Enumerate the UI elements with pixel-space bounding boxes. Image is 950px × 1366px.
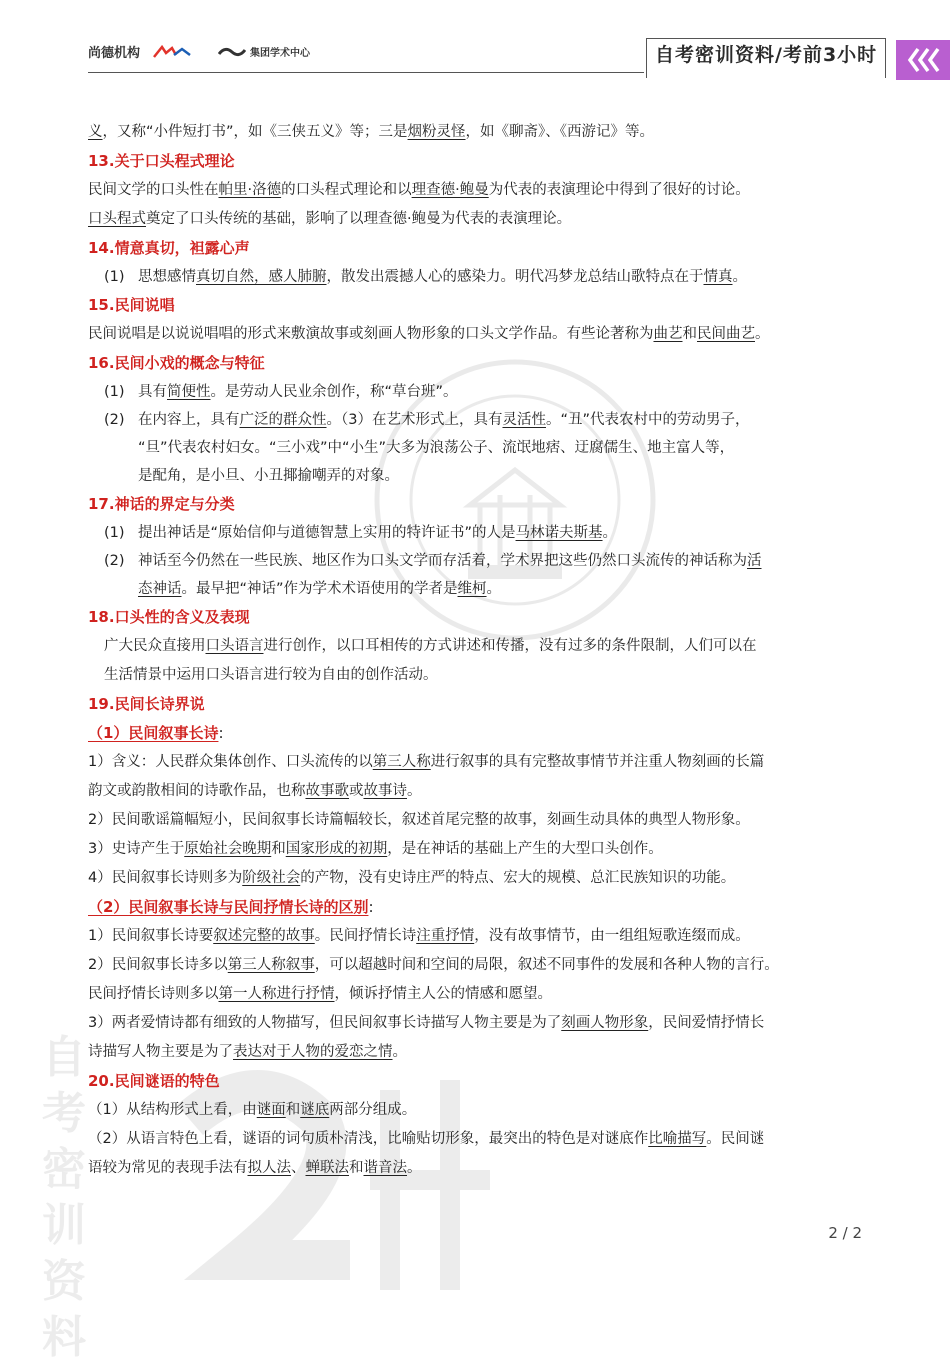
text-line [88,835,868,864]
text-run: 。最早把“神话”作为学术术语使用的学者是 [181,581,458,597]
keyword: 烟粉灵怪 [407,124,466,140]
text-run: 民间说唱是以说说唱唱的形式来敷演故事或刻画人物形象的口头文学作品。有些论著称为 [88,326,654,342]
text-line: 生活情景中运用口头语言进行较为自由的创作活动。 [104,667,438,683]
text-run: 的口头程式理论和以 [281,182,412,198]
keyword: 口头语言 [205,638,264,654]
text-line [88,632,868,661]
keyword: 真切自然，感人肺腑 [196,269,327,285]
keyword: 第三人称叙事 [227,957,315,973]
text-run: 2）民间叙事长诗多以 [88,957,228,973]
keyword: 蝉联法 [305,1160,349,1176]
text-run: 。 [486,581,502,597]
page-header [0,0,950,100]
item-text [138,547,762,575]
text-run: 。“丑”代表农村中的劳动男子， [545,412,750,428]
item-text: 是配角，是小旦、小丑揶揄嘲弄的对象。 [138,468,399,484]
list-item [88,519,868,547]
academic-center-logo [218,44,310,59]
item-text [138,378,458,406]
text-run: ，散发出震撼人心的感染力。明代冯梦龙总结山歌特点在于 [326,269,704,285]
text-run: 思想感情 [138,269,196,285]
subsection-title: （2）民间叙事长诗与民间抒情长诗的区别 [88,898,369,916]
item-text [138,406,750,434]
keyword: 维柯 [457,581,487,597]
keyword: 拟人法 [247,1160,291,1176]
section-heading: 18.口头性的含义及表现 [88,608,250,626]
text-run: 。 [602,525,618,541]
keyword: 帕里·洛德 [218,182,282,198]
text-line [88,1009,868,1038]
brand-mark-icon [152,45,192,59]
keyword: 故事诗 [363,783,407,799]
keyword: 义 [88,124,103,140]
keyword: 态神话 [138,581,182,597]
keyword: 曲艺 [653,326,683,342]
item-number: (1) [104,525,125,541]
text-line [88,777,868,806]
text-run: 韵文或韵散相间的诗歌作品，也称 [88,783,306,799]
text-run: 。（3）在艺术形式上，具有 [326,412,503,428]
text-line [88,118,868,147]
text-run: 在内容上，具有 [138,412,240,428]
keyword: 表达对于人物的爱恋之情 [233,1044,393,1060]
brand-name: 尚德机构 [88,46,141,61]
section-heading: 20.民间谜语的特色 [88,1072,220,1090]
text-run: 诗描写人物主要是为了 [88,1044,233,1060]
section-heading: 14.情意真切，袒露心声 [88,239,250,257]
text-run: 的产物，没有史诗庄严的特点、宏大的规模、总汇民族知识的功能。 [300,870,736,886]
text-run: 进行叙事的具有完整故事情节并注重人物刻画的长篇 [430,754,765,770]
text-run: （1）从结构形式上看，由 [88,1102,257,1118]
text-run: 民间文学的口头性在 [88,182,219,198]
heading-colon: : [218,724,224,742]
keyword: 口头程式 [88,211,146,227]
text-run: 1）民间叙事长诗要 [88,928,214,944]
text-run: 具有 [138,384,167,400]
keyword: 灵活性 [502,412,546,428]
text-run: 4）民间叙事长诗则多为 [88,870,243,886]
text-line [88,1096,868,1125]
text-run: 民间抒情长诗则多以 [88,986,219,1002]
item-text [138,263,747,291]
text-line [88,320,868,349]
list-item-continuation [88,434,868,462]
keyword: 活 [747,553,762,569]
keyword: 国家形成的初期 [285,841,388,857]
keyword: 简便性 [167,384,211,400]
section-heading: 13.关于口头程式理论 [88,152,235,170]
text-run: ，民间爱情抒情长 [648,1015,765,1031]
text-line [88,980,868,1009]
heading-colon: : [368,898,374,916]
academic-center-text: 集团学术中心 [250,48,311,59]
text-run: ，又称“小件短打书”，如《三侠五义》等；三是 [102,124,408,140]
text-run: 语较为常见的表现手法有 [88,1160,248,1176]
item-number: (1) [104,384,125,400]
brand-logo [88,42,310,61]
keyword: 谜面 [256,1102,286,1118]
text-run: ，没有故事情节，由一组组短歌连缀而成。 [474,928,750,944]
text-run: ，是在神话的基础上产生的大型口头创作。 [387,841,663,857]
keyword: 第一人称进行抒情 [218,986,335,1002]
text-run: 1）含义：人民群众集体创作、口头流传的以 [88,754,373,770]
keyword: 叙述完整的故事 [213,928,315,944]
keyword: 阶级社会 [242,870,301,886]
page-content [88,118,868,1183]
text-line [88,951,868,980]
text-run: 提出神话是“原始信仰与道德智慧上实用的特许证书”的人是 [138,525,516,541]
header-title: 自考密训资料/考前3小时 [655,44,878,66]
text-run: 。民间抒情长诗 [314,928,417,944]
text-line [88,1038,868,1067]
text-run: 神话至今仍然在一些民族、地区作为口头文学而存活着，学术界把这些仍然口头流传的神话称为 [138,553,747,569]
text-run: 两部分组成。 [329,1102,417,1118]
text-run: 。是劳动人民业余创作，称“草台班”。 [210,384,458,400]
keyword: 民间曲艺 [697,326,755,342]
text-line [88,748,868,777]
text-line [88,922,868,951]
section-heading: 19.民间长诗界说 [88,695,205,713]
list-item [88,378,868,406]
text-run: 。 [732,269,747,285]
list-item-continuation [88,462,868,490]
text-run: 。 [407,783,422,799]
list-item [88,547,868,575]
text-line [88,864,868,893]
keyword: 第三人称 [372,754,431,770]
keyword: 故事歌 [305,783,349,799]
page-number: 2 / 2 [828,1224,862,1242]
text-run: 进行创作，以口耳相传的方式讲述和传播，没有过多的条件限制，人们可以在 [263,638,757,654]
keyword: 马林诺夫斯基 [515,525,603,541]
section-heading: 17.神话的界定与分类 [88,495,235,513]
text-line [88,1154,868,1183]
item-text [138,519,617,547]
vertical-watermark: 自考密训资料 [42,1032,86,1363]
text-run: 奠定了口头传统的基础，影响了以理查德·鲍曼为代表的表演理论。 [146,211,572,227]
text-run: 3）史诗产生于 [88,841,185,857]
keyword: 谐音法 [363,1160,407,1176]
text-line [88,1125,868,1154]
subsection-title: （1）民间叙事长诗 [88,724,219,742]
text-line: 2）民间歌谣篇幅短小，民间叙事长诗篇幅较长，叙述首尾完整的故事，刻画生动具体的典型人物形象。 [88,812,750,828]
item-text [138,575,501,603]
subsection-heading [88,719,868,748]
keyword: 理查德·鲍曼 [411,182,489,198]
section-heading: 15.民间说唱 [88,296,175,314]
text-run: 和 [285,1102,301,1118]
keyword: 广泛的群众性 [239,412,327,428]
text-run: 。 [392,1044,407,1060]
text-run: ，可以超越时间和空间的局限，叙述不同事件的发展和各种人物的言行。 [314,957,779,973]
item-number: (1) [104,269,125,285]
text-run: 为代表的表演理论中得到了很好的讨论。 [488,182,750,198]
item-number: (2) [104,412,125,428]
text-line [88,176,868,205]
text-run: 和 [349,1160,364,1176]
list-item [88,263,868,291]
text-run: 。 [407,1160,422,1176]
keyword: 情真 [703,269,733,285]
text-run: 和 [271,841,286,857]
text-line [88,205,868,234]
text-run: 广大民众直接用 [104,638,206,654]
text-run: （2）从语言特色上看，谜语的词句质朴清浅，比喻贴切形象，最突出的特色是对谜底作 [88,1131,649,1147]
academic-mark-icon [218,46,246,58]
list-item [88,406,868,434]
keyword: 谜底 [300,1102,330,1118]
text-run: 、 [291,1160,306,1176]
text-run: 。 [755,326,770,342]
header-divider [88,72,644,73]
item-text: “旦”代表农村妇女。“三小戏”中“小生”大多为浪荡公子、流氓地痞、迂腐儒生、地主富人等， [138,440,735,456]
item-number: (2) [104,553,125,569]
text-run: 3）两者爱情诗都有细致的人物描写，但民间叙事长诗描写人物主要是为了 [88,1015,562,1031]
text-run: ，倾诉抒情主人公的情感和愿望。 [334,986,552,1002]
chevrons-left-icon [896,40,950,80]
text-run: 或 [349,783,364,799]
header-accent-tab [896,40,950,80]
keyword: 原始社会晚期 [184,841,272,857]
text-run: ，如《聊斋》、《西游记》等。 [465,124,655,140]
text-run: 和 [682,326,697,342]
keyword: 比喻描写 [648,1131,707,1147]
subsection-heading [88,893,868,922]
list-item-continuation [88,575,868,603]
text-run: 。民间谜 [706,1131,765,1147]
keyword: 注重抒情 [416,928,475,944]
section-heading: 16.民间小戏的概念与特征 [88,354,265,372]
keyword: 刻画人物形象 [561,1015,649,1031]
